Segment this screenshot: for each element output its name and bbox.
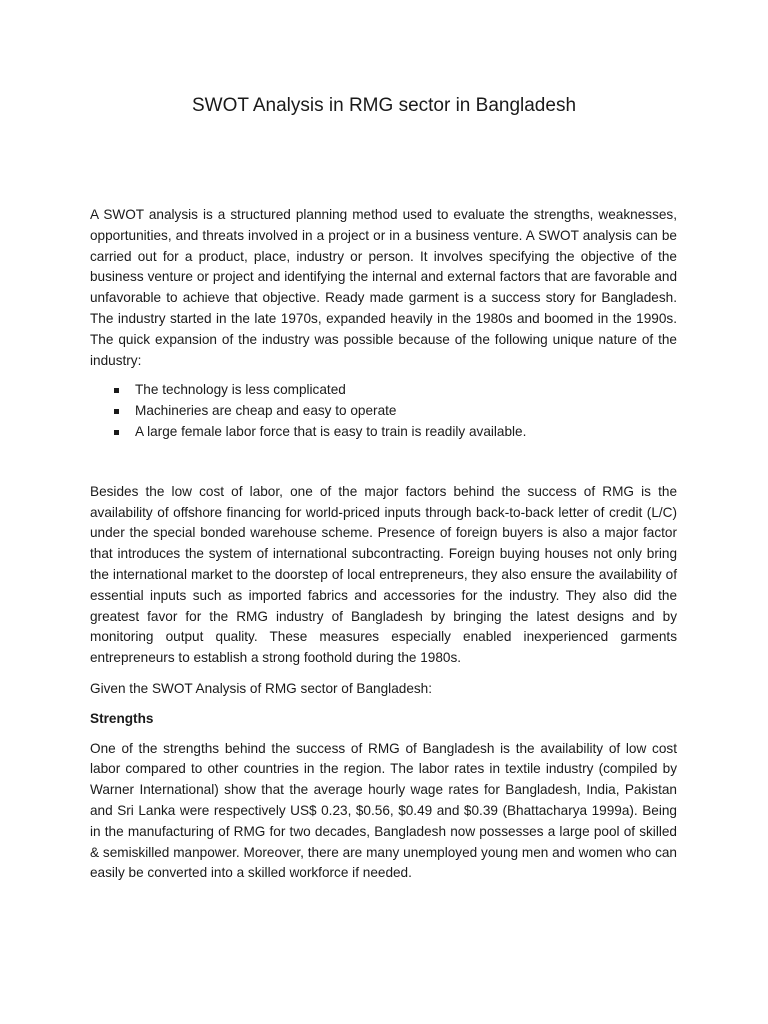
list-item xyxy=(114,380,677,401)
square-bullet-icon xyxy=(114,430,119,435)
feature-list xyxy=(90,380,677,442)
document-body xyxy=(90,205,677,884)
strengths-paragraph: One of the strengths behind the success of RMG of Bangladesh is the availability of low cost labor compared to other countries in the region. The labor rates in textile industry (compiled by Warner International) show that the average hourly wage rates for Bangladesh, India, Pakistan and Sri Lanka were respectively US$ 0.23, $0.56, $0.49 and $0.39 (Bhattacharya 1999a). Being in the manufacturing of RMG for two decades, Bangladesh now possesses a large pool of skilled & semiskilled manpower. Moreover, there are many unemployed young men and women who can easily be converted into a skilled workforce if needed. xyxy=(90,740,677,881)
list-item xyxy=(114,422,677,443)
document-title: SWOT Analysis in RMG sector in Bangladesh xyxy=(191,95,577,116)
square-bullet-icon xyxy=(114,388,119,393)
list-item-text: A large female labor force that is easy to train is readily available. xyxy=(135,423,527,439)
list-item xyxy=(114,401,677,422)
list-item-text: The technology is less complicated xyxy=(135,382,346,398)
strengths-heading: Strengths xyxy=(90,710,154,726)
given-line: Given the SWOT Analysis of RMG sector of Bangladesh: xyxy=(90,680,433,696)
intro-paragraph: A SWOT analysis is a structured planning method used to evaluate the strengths, weaknesses, opportunities, and threats involved in a project or in a business venture. A SWOT analysis can be carried out for a product, place, industry or person. It involves specifying the objective of the business venture or project and identifying the internal and external factors that are favorable and unfavorable to achieve that objective. Ready made garment is a success story for Bangladesh. The industry started in the late 1970s, expanded heavily in the 1980s and boomed in the 1990s. The quick expansion of the industry was possible because of the following unique nature of the industry: xyxy=(90,207,677,368)
besides-paragraph: Besides the low cost of labor, one of the major factors behind the success of RMG is the availability of offshore financing for world-priced inputs through back-to-back letter of credit (L/C) under the special bonded warehouse scheme. Presence of foreign buyers is also a major factor that introduces the system of international subcontracting. Foreign buying houses not only bring the international market to the doorstep of local entrepreneurs, they also ensure the availability of essential inputs such as imported fabrics and accessories for the industry. They also did the greatest favor for the RMG industry of Bangladesh by bringing the latest designs and by monitoring output quality. These measures especially enabled inexperienced garments entrepreneurs to establish a strong foothold during the 1980s. xyxy=(90,483,677,666)
list-item-text: Machineries are cheap and easy to operate xyxy=(135,403,397,419)
square-bullet-icon xyxy=(114,409,119,414)
